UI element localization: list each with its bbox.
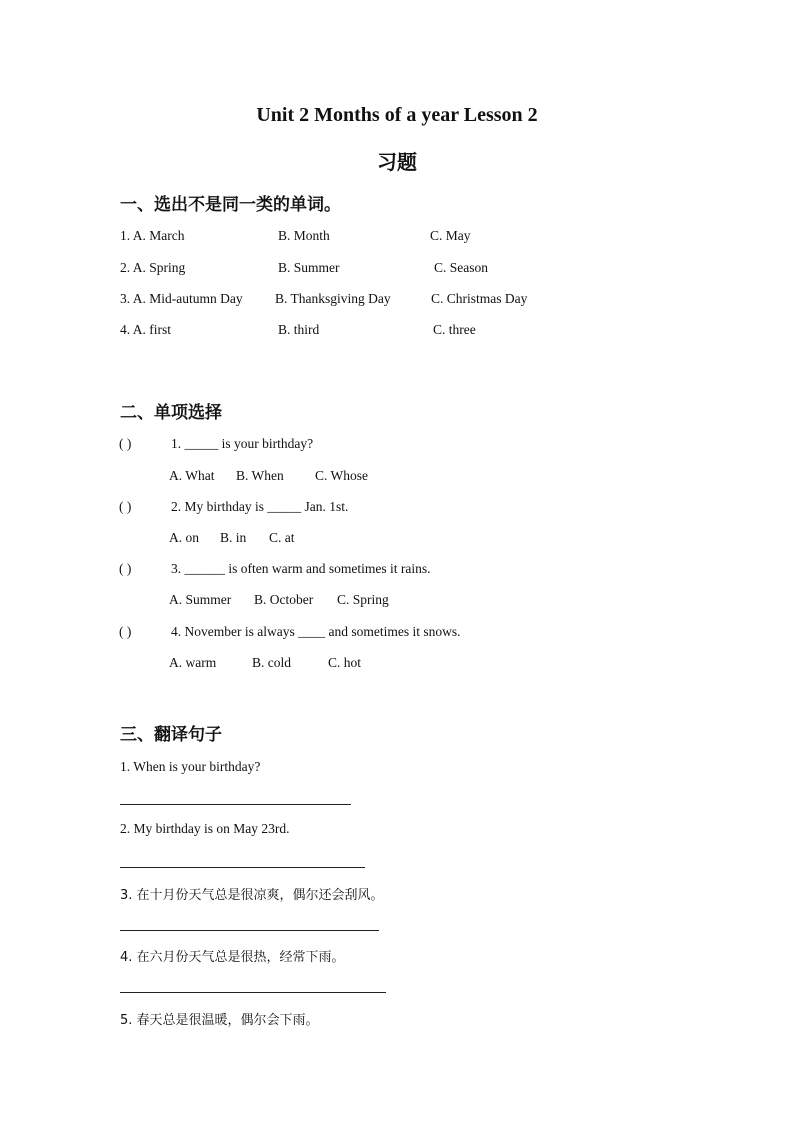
s1-q3-option-c: C. Christmas Day (431, 291, 528, 306)
s1-q1-option-b: B. Month (278, 228, 330, 243)
s2-q2-option-b: B. in (220, 530, 247, 545)
s1-q3-option-a: 3. A. Mid-autumn Day (120, 291, 243, 306)
section-2-heading: 二、单项选择 (120, 403, 222, 423)
s2-q1-option-a: A. What (169, 468, 215, 483)
s1-q3-option-b: B. Thanksgiving Day (275, 291, 391, 306)
s1-q2-option-b: B. Summer (278, 260, 340, 275)
s2-q1-option-c: C. Whose (315, 468, 368, 483)
s2-q3-option-a: A. Summer (169, 592, 232, 607)
s2-q2-answer-bracket: ( ) (119, 499, 132, 514)
s2-q1-text: 1. _____ is your birthday? (171, 436, 314, 451)
s2-q4-option-a: A. warm (169, 655, 217, 670)
s3-item-1: 1. When is your birthday? (120, 759, 261, 774)
s3-item-5: 5. 春天总是很温暖，偶尔会下雨。 (120, 1013, 319, 1028)
s2-q3-text: 3. ______ is often warm and sometimes it rains. (171, 561, 431, 576)
s2-q4-option-c: C. hot (328, 655, 362, 670)
s3-item-2: 2. My birthday is on May 23rd. (120, 821, 290, 836)
s2-q2-option-c: C. at (269, 530, 295, 545)
s2-q1-answer-bracket: ( ) (119, 436, 132, 451)
s2-q4-text: 4. November is always ____ and sometimes it snows. (171, 624, 461, 639)
s2-q1-option-b: B. When (236, 468, 284, 483)
s3-item-4: 4. 在六月份天气总是很热，经常下雨。 (120, 950, 345, 965)
s1-q4-option-b: B. third (278, 322, 320, 337)
s1-q1-option-c: C. May (430, 228, 471, 243)
s2-q3-option-b: B. October (254, 592, 314, 607)
s1-q4-option-a: 4. A. first (120, 322, 172, 337)
s1-q1-option-a: 1. A. March (120, 228, 185, 243)
s3-item-3: 3. 在十月份天气总是很凉爽，偶尔还会刮风。 (120, 888, 384, 903)
s2-q3-option-c: C. Spring (337, 592, 389, 607)
s3-item-2-answer-line[interactable] (120, 867, 365, 868)
section-1-heading: 一、选出不是同一类的单词。 (120, 195, 341, 215)
s3-item-4-answer-line[interactable] (120, 992, 386, 993)
s3-item-1-answer-line[interactable] (120, 804, 351, 805)
s1-q4-option-c: C. three (433, 322, 476, 337)
s3-item-3-answer-line[interactable] (120, 930, 379, 931)
s2-q4-answer-bracket: ( ) (119, 624, 132, 639)
s2-q2-text: 2. My birthday is _____ Jan. 1st. (171, 499, 349, 514)
page-title: Unit 2 Months of a year Lesson 2 (256, 104, 538, 126)
section-3-heading: 三、翻译句子 (120, 725, 222, 745)
s2-q4-option-b: B. cold (252, 655, 291, 670)
s1-q2-option-a: 2. A. Spring (120, 260, 186, 275)
page-subtitle: 习题 (377, 150, 417, 174)
s2-q3-answer-bracket: ( ) (119, 561, 132, 576)
s1-q2-option-c: C. Season (434, 260, 488, 275)
s2-q2-option-a: A. on (169, 530, 199, 545)
